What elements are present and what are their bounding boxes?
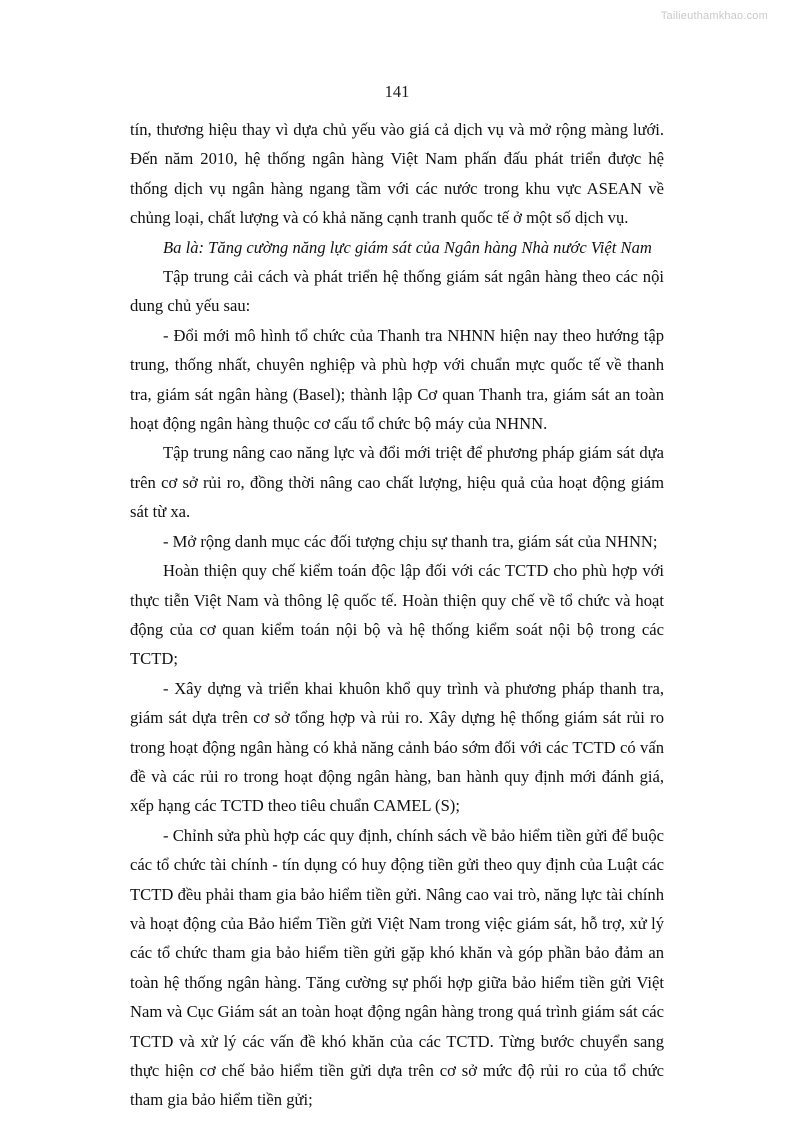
page-number: 141: [384, 82, 410, 101]
paragraph: - Xây dựng và triển khai khuôn khổ quy trình và phương pháp thanh tra, giám sát dựa trên cơ sở tổng hợp và rủi ro. Xây dựng hệ thống giám sát rủi ro trong hoạt động ngân hàng có khả năng cảnh báo sớm đối với các TCTD có vấn đề và các rủi ro trong hoạt động ngân hàng, ban hành quy định mới đánh giá, xếp hạng các TCTD theo tiêu chuẩn CAMEL (S);: [130, 678, 664, 816]
paragraph: Hoàn thiện quy chế kiểm toán độc lập đối với các TCTD cho phù hợp với thực tiễn Việt Nam và thông lệ quốc tế. Hoàn thiện quy chế về tổ chức và hoạt động của cơ quan kiểm toán nội bộ và hệ thống kiểm soát nội bộ trong các TCTD;: [130, 561, 664, 669]
paragraph: - Chỉnh sửa phù hợp các quy định, chính sách về bảo hiểm tiền gửi để buộc các tổ chức tài chính - tín dụng có huy động tiền gửi theo quy định của Luật các TCTD đều phải tham gia bảo hiểm tiền gửi. Nâng cao vai trò, năng lực tài chính và hoạt động của Bảo hiểm Tiền gửi Việt Nam trong việc giám sát, hỗ trợ, xử lý các tổ chức tham gia bảo hiểm tiền gửi gặp khó khăn và góp phần bảo đảm an toàn hệ thống ngân hàng. Tăng cường sự phối hợp giữa bảo hiểm tiền gửi Việt Nam và Cục Giám sát an toàn hoạt động ngân hàng trong quá trình giám sát các TCTD và xử lý các vấn đề khó khăn của các TCTD. Từng bước chuyển sang thực hiện cơ chế bảo hiểm tiền gửi dựa trên cơ sở mức độ rủi ro của tổ chức tham gia bảo hiểm tiền gửi;: [130, 825, 664, 1110]
document-body: [130, 115, 664, 1115]
paragraph: Tập trung nâng cao năng lực và đổi mới triệt để phương pháp giám sát dựa trên cơ sở rủi ro, đồng thời nâng cao chất lượng, hiệu quả của hoạt động giám sát từ xa.: [130, 443, 664, 522]
paragraph: Tập trung cải cách và phát triển hệ thống giám sát ngân hàng theo các nội dung chủ yếu sau:: [130, 267, 664, 316]
paragraph-heading: Ba là: Tăng cường năng lực giám sát của Ngân hàng Nhà nước Việt Nam: [163, 237, 652, 257]
watermark-text: Tailieuthamkhao.com: [660, 10, 768, 22]
paragraph: - Đổi mới mô hình tổ chức của Thanh tra NHNN hiện nay theo hướng tập trung, thống nhất, chuyên nghiệp và phù hợp với chuẩn mực quốc tế về thanh tra, giám sát ngân hàng (Basel); thành lập Cơ quan Thanh tra, giám sát an toàn hoạt động ngân hàng thuộc cơ cấu tổ chức bộ máy của NHNN.: [130, 325, 664, 434]
paragraph: - Mở rộng danh mục các đối tượng chịu sự thanh tra, giám sát của NHNN;: [163, 531, 658, 551]
paragraph: tín, thương hiệu thay vì dựa chủ yếu vào giá cả dịch vụ và mở rộng màng lưới. Đến năm 2010, hệ thống ngân hàng Việt Nam phấn đấu phát triển được hệ thống dịch vụ ngân hàng ngang tầm với các nước trong khu vực ASEAN về chủng loại, chất lượng và có khả năng cạnh tranh quốc tế ở một số dịch vụ.: [130, 120, 664, 228]
